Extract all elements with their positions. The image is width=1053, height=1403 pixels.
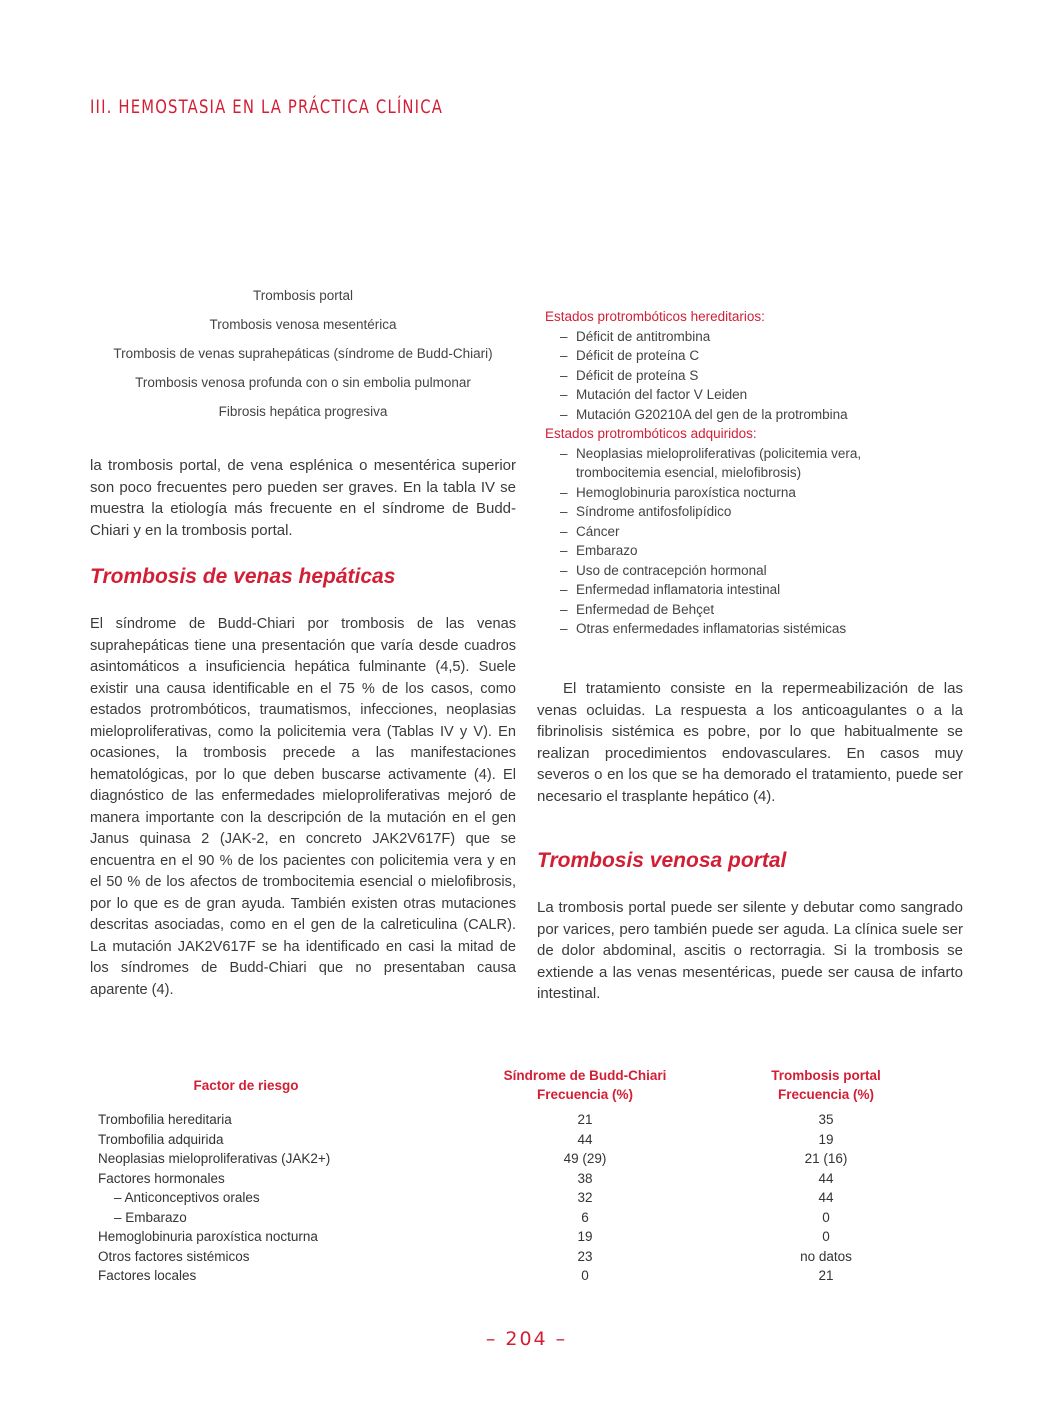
- figure-list-item: Trombosis portal: [252, 288, 354, 303]
- list-item: – Cáncer: [560, 523, 620, 539]
- risk-factor-table: [90, 1066, 972, 1286]
- prothrombotic-states-list: [545, 307, 905, 639]
- list-item: – Embarazo: [560, 543, 638, 558]
- table-row: Factores hormonales 38 44: [98, 1170, 834, 1186]
- table-row: Neoplasias mieloproliferativas (JAK2+) 49 (29) 21 (16): [98, 1151, 848, 1166]
- acquired-title: Estados protrombóticos adquiridos:: [545, 426, 757, 441]
- list-item: – Déficit de antitrombina: [560, 328, 711, 344]
- hereditary-title: Estados protrombóticos hereditarios:: [545, 309, 765, 324]
- list-item: – Déficit de proteína C: [560, 348, 700, 363]
- budd-chiari-paragraph: El síndrome de Budd-Chiari por trombosis de las venas suprahepáticas tiene una presentación que varía desde cuadros asintomáticos a insuficiencia hepática fulminante (4,5). Suele existir una causa identificable en el 75 % de los casos, como estados protrombóticos, traumatismos, infecciones, neoplasias mieloproliferativas, como la policitemia vera (Tablas IV y V). En ocasiones, la trombosis precede a las manifestaciones hematológicas, por lo que deben buscarse activamente (4). El diagnóstico de las enfermedades mieloproliferativas mejoró de manera importante con la descripción de la mutación en el gen Janus quinasa 2 (JAK-2, en concreto JAK2V617F) que se encuentra en el 90 % de los pacientes con policitemia vera y en el 50 % de los afectos de trombocitemia esencial o mielofibrosis, por lo que es de gran ayuda. También existen otras mutaciones descritas asociadas, como en el gen de la calreticulina (CALR). La mutación JAK2V617F se ha identificado en casi la mitad de los síndromes de Budd-Chiari que no presentaban causa aparente (4).: [90, 616, 516, 998]
- list-item: – Neoplasias mieloproliferativas (policitemia vera, trombocitemia esencial, mielofibrosis): [560, 445, 862, 480]
- list-item: – Enfermedad de Behçet: [560, 601, 715, 617]
- list-item: – Déficit de proteína S: [560, 367, 699, 383]
- figure-list-item: Fibrosis hepática progresiva: [218, 404, 388, 419]
- list-item: – Síndrome antifosfolipídico: [560, 504, 732, 519]
- treatment-paragraph: El tratamiento consiste en la repermeabilización de las venas ocluidas. La respuesta a los anticoagulantes o a la fibrinolisis sistémica es pobre, por lo que habitualmente se realizan procedimientos endovasculares. En casos muy severos o en los que se ha demorado el tratamiento, puede ser necesario el trasplante hepático (4).: [537, 680, 963, 805]
- figure-list: [90, 286, 516, 431]
- hepatic-veins-title: Trombosis de venas hepáticas: [90, 565, 396, 588]
- figure-list-item: Trombosis venosa profunda con o sin embolia pulmonar: [135, 375, 471, 390]
- figure-list-item: Trombosis de venas suprahepáticas (síndrome de Budd-Chiari): [113, 346, 493, 361]
- table-row: – Anticonceptivos orales 32 44: [114, 1190, 834, 1205]
- figure-list-item: Trombosis venosa mesentérica: [209, 317, 397, 332]
- header-factor: Factor de riesgo: [193, 1077, 299, 1093]
- table-row: Factores locales 0 21: [98, 1268, 834, 1283]
- header-budd-chiari: Síndrome de Budd-Chiari Frecuencia (%): [503, 1068, 667, 1102]
- intro-paragraph: la trombosis portal, de vena esplénica o mesentérica superior son poco frecuentes pero pueden ser graves. En la tabla IV se muestra la etiología más frecuente en el síndrome de Budd-Chiari y en la trombosis portal.: [90, 457, 516, 539]
- list-item: – Hemoglobinuria paroxística nocturna: [560, 484, 796, 500]
- list-item: – Mutación G20210A del gen de la protrombina: [560, 406, 848, 422]
- section-header: III. HEMOSTASIA EN LA PRÁCTICA CLÍNICA: [90, 96, 444, 118]
- list-item: – Enfermedad inflamatoria intestinal: [560, 582, 781, 597]
- table-row: Hemoglobinuria paroxística nocturna 19 0: [98, 1229, 830, 1244]
- portal-vein-title: Trombosis venosa portal: [537, 849, 787, 872]
- table-row: – Embarazo 6 0: [114, 1209, 830, 1225]
- table-row: Trombofilia adquirida 44 19: [98, 1131, 834, 1147]
- page-number: – 204 –: [485, 1328, 568, 1350]
- table-row: Otros factores sistémicos 23 no datos: [98, 1248, 852, 1264]
- header-portal: Trombosis portal Frecuencia (%): [771, 1068, 881, 1102]
- list-item: – Mutación del factor V Leiden: [560, 387, 748, 402]
- list-item: – Otras enfermedades inflamatorias sistémicas: [560, 621, 847, 636]
- list-item: – Uso de contracepción hormonal: [560, 562, 767, 578]
- portal-paragraph: La trombosis portal puede ser silente y debutar como sangrado por varices, pero también puede ser aguda. La clínica suele ser de dolor abdominal, ascitis o rectorragia. Si la trombosis se extiende a las venas mesentéricas, puede ser causa de infarto intestinal.: [537, 899, 963, 1002]
- table-header-row: [90, 1066, 972, 1110]
- table-row: Trombofilia hereditaria 21 35: [98, 1112, 834, 1127]
